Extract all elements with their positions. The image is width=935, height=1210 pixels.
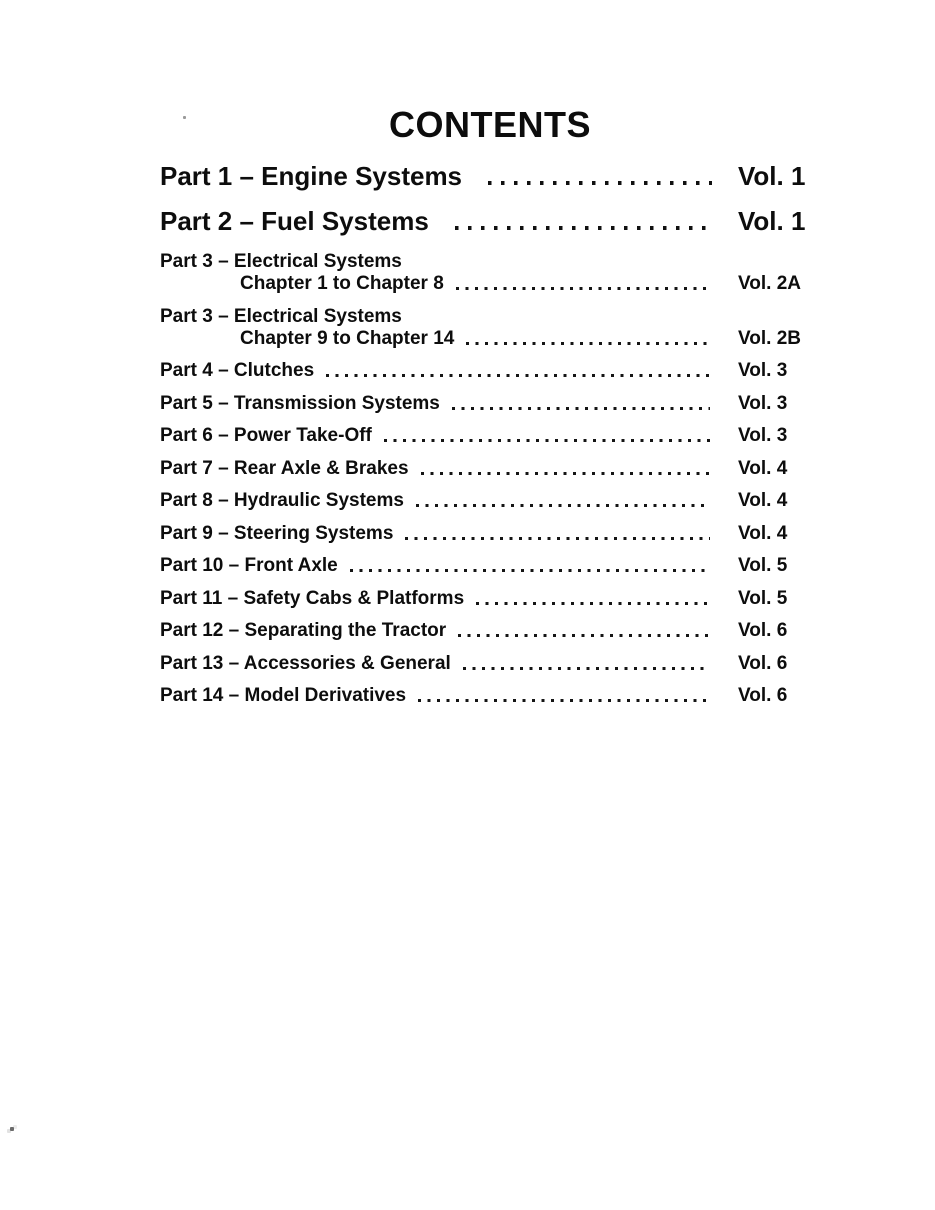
toc-entry-list — [160, 360, 810, 707]
leader-dots — [488, 181, 712, 185]
leader-dots — [455, 226, 712, 230]
toc-entry — [160, 555, 810, 577]
toc-entry — [160, 620, 810, 642]
toc-entry — [160, 685, 810, 707]
leader-dots — [458, 634, 710, 637]
toc-entry — [160, 328, 810, 350]
toc-entry-volume: Vol. 2A — [738, 273, 801, 294]
toc-entry-label: Part 14 – Model Derivatives — [160, 685, 407, 706]
toc-entry-volume: Vol. 6 — [738, 652, 788, 674]
toc-entry-volume: Vol. 6 — [738, 620, 788, 641]
toc-entry-group — [160, 251, 810, 295]
leader-dots — [463, 667, 710, 670]
page-title: CONTENTS — [389, 104, 591, 145]
toc-entry — [160, 273, 810, 295]
leader-dots — [384, 439, 710, 442]
toc-entry-label: Part 9 – Steering Systems — [160, 522, 394, 544]
toc-entry-volume: Vol. 6 — [738, 685, 788, 706]
toc-entry-label: Part 11 – Safety Cabs & Platforms — [160, 587, 465, 609]
toc-entry-label: Part 3 – Electrical Systems — [160, 251, 402, 272]
scan-speck — [183, 116, 186, 119]
toc-entry-label: Part 2 – Fuel Systems — [160, 206, 429, 236]
leader-dots — [350, 569, 710, 572]
toc-entry-label: Part 4 – Clutches — [160, 360, 315, 381]
toc-entry — [160, 205, 810, 237]
leader-dots — [476, 602, 710, 605]
toc-entry — [160, 523, 810, 545]
toc-entry-label: Part 1 – Engine Systems — [160, 161, 463, 191]
toc-entry-volume: Vol. 4 — [738, 457, 788, 479]
toc-entry-label: Part 3 – Electrical Systems — [160, 306, 402, 327]
toc-entry — [160, 653, 810, 675]
toc-entry — [160, 393, 810, 415]
toc-entry-label: Part 10 – Front Axle — [160, 555, 338, 576]
toc-entry-label: Part 8 – Hydraulic Systems — [160, 490, 404, 511]
toc-group-heading — [160, 306, 810, 328]
leader-dots — [421, 472, 710, 475]
toc-entry-volume: Vol. 4 — [738, 490, 788, 511]
leader-dots — [405, 537, 710, 540]
toc-entry — [160, 490, 810, 512]
toc-entry — [160, 425, 810, 447]
leader-dots — [418, 699, 710, 702]
toc-entry — [160, 458, 810, 480]
toc-entry-label: Part 13 – Accessories & General — [160, 652, 451, 674]
toc-entry — [160, 160, 810, 192]
toc-entry-label: Part 6 – Power Take-Off — [160, 425, 372, 446]
toc-entry — [160, 360, 810, 382]
toc-entry-volume: Vol. 1 — [738, 206, 806, 236]
toc-entry-volume: Vol. 5 — [738, 587, 788, 609]
toc-entry — [160, 588, 810, 610]
toc-entry-volume: Vol. 1 — [738, 161, 806, 191]
toc-entry-sub-label: Chapter 9 to Chapter 14 — [240, 328, 455, 349]
leader-dots — [456, 287, 710, 290]
toc-entry-volume: Vol. 5 — [738, 555, 788, 576]
scan-speck — [10, 1127, 14, 1131]
leader-dots — [416, 504, 710, 507]
toc-entry-group — [160, 306, 810, 350]
toc-entry-volume: Vol. 3 — [738, 392, 788, 414]
toc-entry-volume: Vol. 4 — [738, 522, 788, 544]
toc-entry-label: Part 12 – Separating the Tractor — [160, 620, 447, 641]
leader-dots — [452, 407, 710, 410]
toc-entry-label: Part 7 – Rear Axle & Brakes — [160, 457, 409, 479]
toc-entry-volume: Vol. 3 — [738, 360, 788, 381]
document-page — [160, 0, 810, 707]
toc-entry-label: Part 5 – Transmission Systems — [160, 392, 440, 414]
toc-entry-volume: Vol. 3 — [738, 425, 788, 446]
leader-dots — [466, 342, 710, 345]
leader-dots — [326, 374, 710, 377]
toc-entry-sub-label: Chapter 1 to Chapter 8 — [240, 273, 444, 294]
toc-group-heading — [160, 251, 810, 273]
toc-entry-volume: Vol. 2B — [738, 328, 801, 349]
